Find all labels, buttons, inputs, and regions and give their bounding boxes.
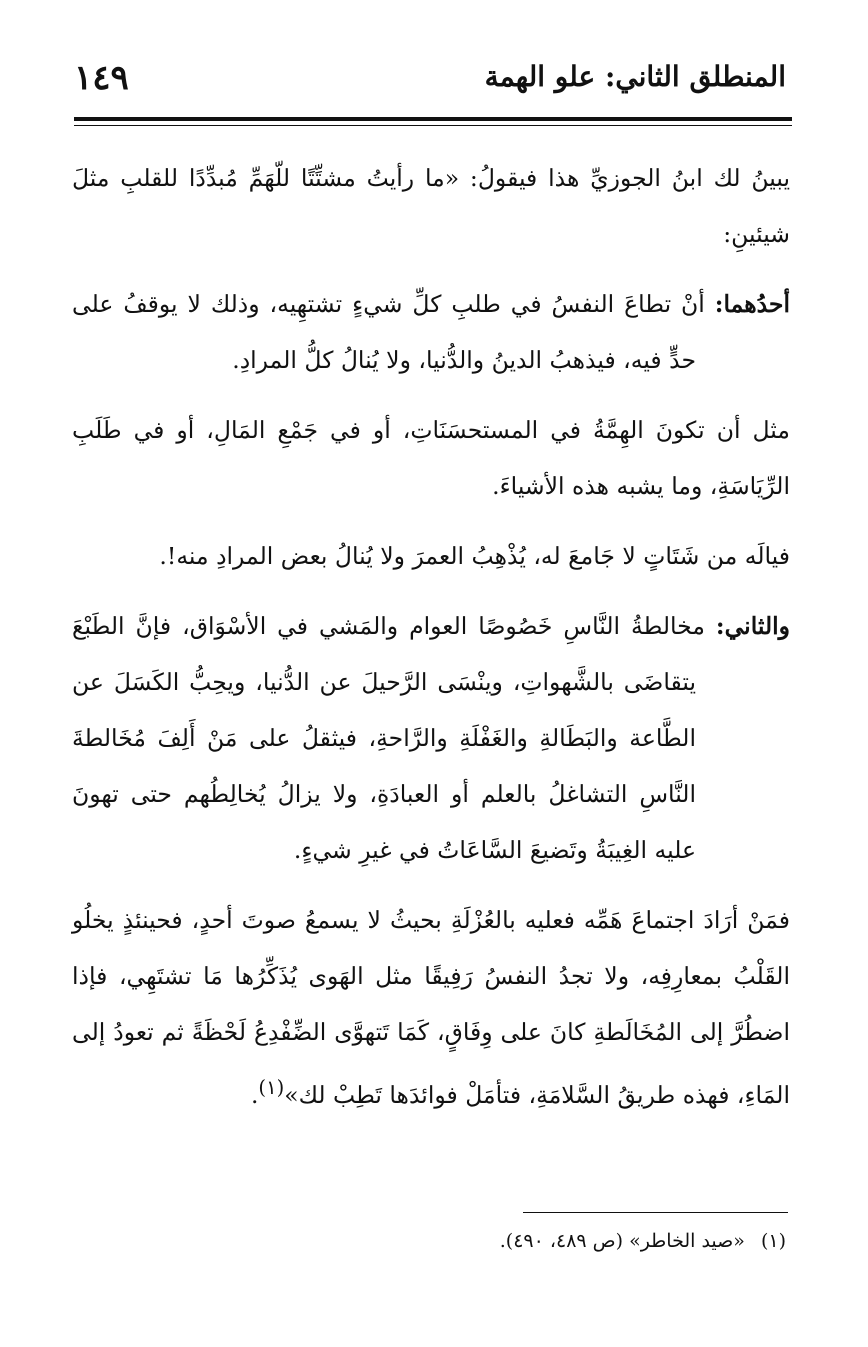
main-text: [72, 150, 790, 1137]
header-rule-thick: [74, 117, 792, 121]
second-thing-text: مخالطةُ النَّاسِ خَصُوصًا العوام والمَشي في الأسْوَاق، فإنَّ الطَبْعَ يتقاضَى بالشَّهواتِ، وينْسَى الرَّحيلَ عن الدُّنيا، ويحِبُّ الكَسَلَ عن الطَّاعة والبَطَالةِ والغَفْلَةِ والرَّاحةِ، فيثقلُ على مَنْ أَلِفَ مُخَالطةَ النَّاسِ التشاغلُ بالعلم أو العبادَةِ، ولا يزالُ يُخالِطُهم حتى تهونَ عليه الغِيبَةُ وتَضيعَ السَّاعَاتُ في غيرِ شيءٍ.: [72, 612, 705, 864]
paragraph-6-end: .: [250, 1080, 259, 1109]
paragraph-6: [72, 892, 790, 1123]
paragraph-3: مثل أن تكونَ الهِمَّةُ في المستحسَنَاتِ، أو في جَمْعِ المَالِ، أو في طَلَبِ الرِّيَاسَةِ، وما يشبه هذه الأشياءَ.: [72, 416, 790, 500]
running-title: المنطلق الثاني: علو الهمة: [484, 60, 786, 93]
footnote-text: «صيد الخاطر» (ص ٤٨٩، ٤٩٠).: [499, 1230, 745, 1252]
second-thing-lead: والثاني:: [715, 612, 790, 640]
first-thing-lead: أحدُهما:: [714, 290, 790, 318]
paragraph-1: يبينُ لك ابنُ الجوزيِّ هذا فيقولُ: «ما رأيتُ مشتِّتًا للّهَمِّ مُبدِّدًا للقلبِ مثلَ شيئينِ:: [72, 164, 790, 248]
footnote-rule: [523, 1212, 788, 1213]
header-rule-thin: [74, 125, 792, 126]
paragraph-6-text: فمَنْ أرَادَ اجتماعَ هَمِّه فعليه بالعُزْلَةِ بحيثُ لا يسمعُ صوتَ أحدٍ، فحينئذٍ يخلُو القَلْبُ بمعارِفِه، ولا تجدُ النفسُ رَفِيقًا مثل الهَوى يُذَكِّرُها مَا تشتَهِي، فإذا اضطُرَّ إلى المُخَالَطةِ كانَ على وِفَاقٍ، كَمَا تَتهوَّى الضِّفْدِعُ لَحْظَةً ثم تعودُ إلى المَاءِ، فهذه طريقُ السَّلامَةِ، فتأمَلْ فوائدَها تَطِبْ لك»: [72, 906, 790, 1109]
footnote-marker: (١): [258, 1076, 285, 1099]
footnote: [74, 1226, 786, 1256]
footnote-number: (١): [760, 1230, 786, 1252]
paragraph-second-thing: [72, 598, 790, 878]
first-thing-text: أنْ تطاعَ النفسُ في طلبِ كلِّ شيءٍ تشتهِيه، وذلك لا يوقفُ على حدٍّ فيه، فيذهبُ الدينُ والدُّنيا، ولا يُنالُ كلُّ المرادِ.: [72, 290, 705, 374]
page-header: [74, 58, 786, 108]
page-number: ١٤٩: [74, 58, 129, 98]
paragraph-4: فيالَه من شَتَاتٍ لا جَامعَ له، يُذْهِبُ العمرَ ولا يُنالُ بعض المرادِ منه!.: [159, 542, 790, 570]
paragraph-first-thing: [72, 276, 790, 388]
